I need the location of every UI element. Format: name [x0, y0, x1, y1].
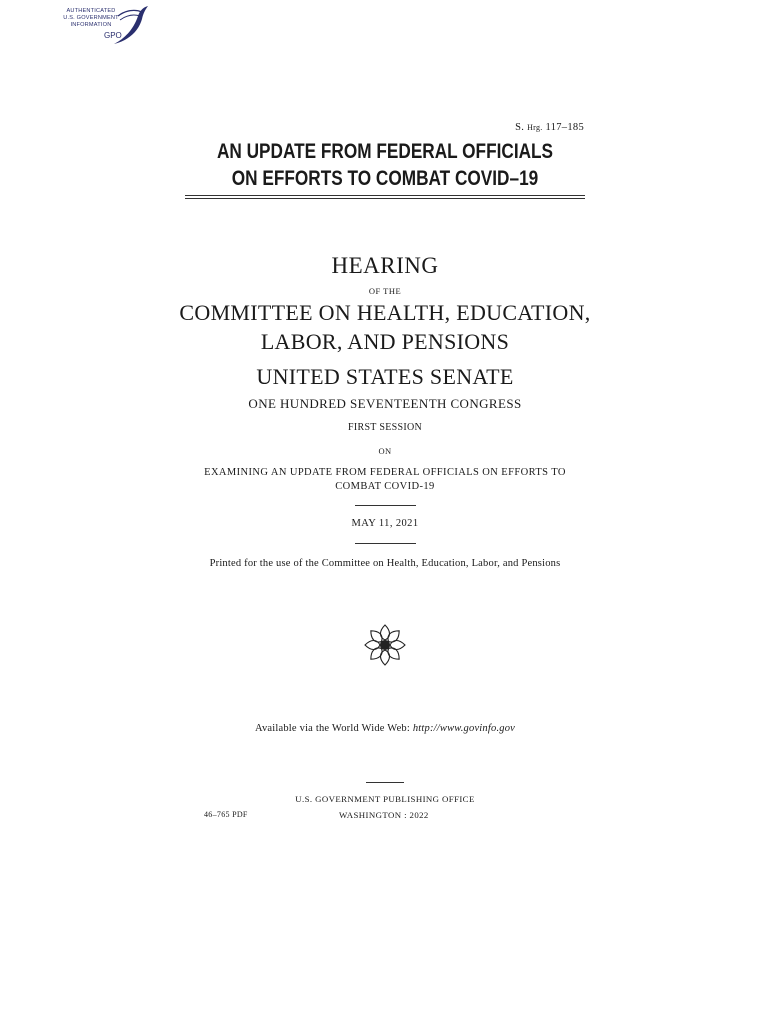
hearing-date: MAY 11, 2021 — [351, 518, 419, 529]
imprint-place-year: WASHINGTON : 2022 — [339, 810, 429, 820]
seal-text-authenticated: AUTHENTICATED — [66, 8, 116, 14]
congress-label: ONE HUNDRED SEVENTEENTH CONGRESS — [248, 396, 522, 411]
session-label: FIRST SESSION — [347, 422, 423, 433]
hearing-number-value: 117–185 — [542, 122, 584, 133]
seal-text-information: INFORMATION — [70, 22, 112, 28]
document-title-line-1: AN UPDATE FROM FEDERAL OFFICIALS — [216, 140, 554, 163]
eagle-icon — [108, 4, 150, 48]
govinfo-link[interactable]: http://www.govinfo.gov — [412, 723, 516, 734]
seal-text-gpo: GPO — [104, 31, 122, 40]
gpo-star-ornament-icon — [362, 622, 408, 668]
printed-for-note: Printed for the use of the Committee on Health, Education, Labor, and Pensions — [209, 558, 561, 569]
hearing-number — [515, 122, 584, 133]
hearing-heading: HEARING — [331, 253, 439, 278]
publisher-name: U.S. GOVERNMENT PUBLISHING OFFICE — [295, 794, 475, 804]
title-rule-upper — [185, 195, 585, 196]
date-rule-lower — [355, 543, 416, 544]
seal-text-government: U.S. GOVERNMENT — [63, 15, 119, 21]
jacket-number: 46–765 PDF — [204, 810, 248, 819]
committee-name-line-2: LABOR, AND PENSIONS — [260, 329, 510, 354]
committee-name-line-1: COMMITTEE ON HEALTH, EDUCATION, — [179, 300, 591, 325]
web-availability-note — [0, 723, 770, 734]
web-availability-text: Available via the World Wide Web: — [254, 723, 413, 734]
on-label: ON — [378, 446, 392, 456]
imprint-rule — [366, 782, 404, 783]
senate-heading: UNITED STATES SENATE — [256, 364, 514, 389]
hearing-subject-line-1: EXAMINING AN UPDATE FROM FEDERAL OFFICIALS ON EFFORTS TO — [204, 467, 566, 478]
hearing-number-prefix: S. — [515, 122, 528, 133]
date-rule-upper — [355, 505, 416, 506]
gpo-authentication-seal — [58, 4, 150, 48]
of-the-label: OF THE — [368, 286, 402, 296]
hearing-number-hrg: Hrg. — [527, 123, 543, 132]
title-rule-lower — [185, 198, 585, 199]
hearing-subject — [0, 466, 770, 494]
hearing-subject-line-2: COMBAT COVID-19 — [335, 481, 435, 492]
document-title-line-2: ON EFFORTS TO COMBAT COVID–19 — [231, 167, 539, 190]
